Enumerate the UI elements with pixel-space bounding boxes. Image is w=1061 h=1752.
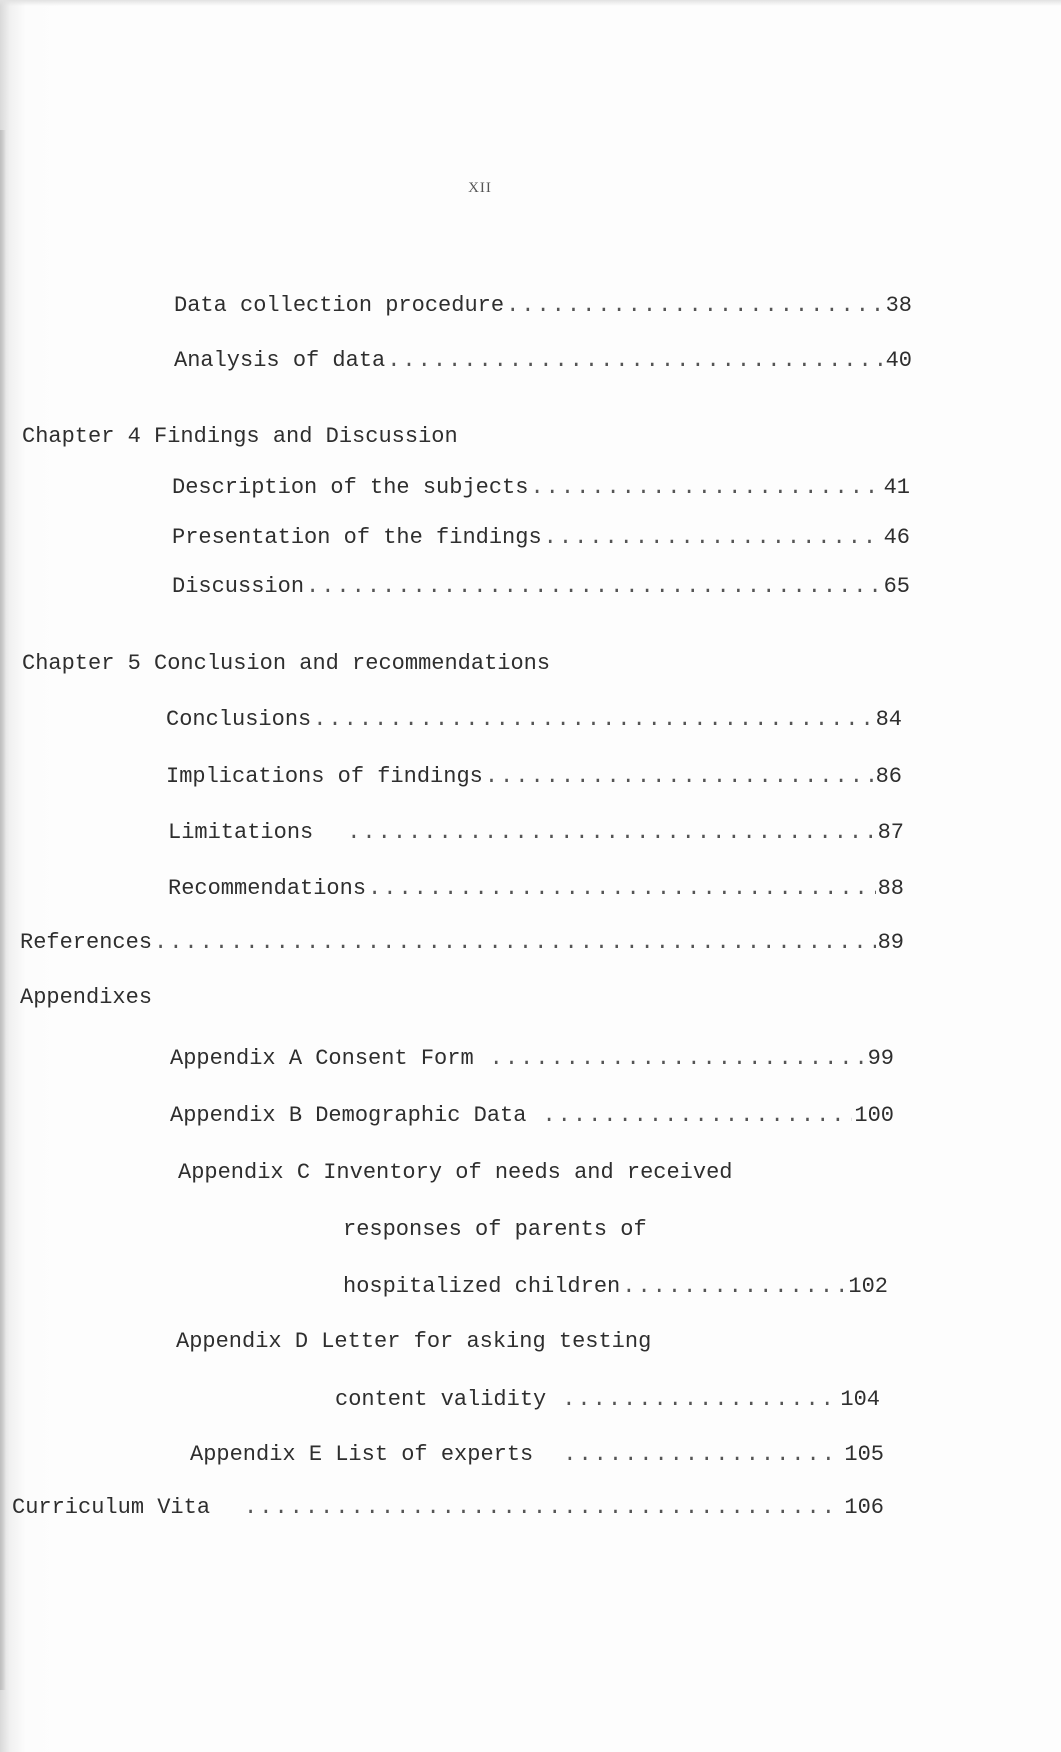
toc-entry-page: 89 (877, 930, 904, 955)
toc-entry-label: Implications of findings (166, 764, 483, 789)
toc-entry-label: Discussion (172, 574, 305, 599)
appendixes-heading: Appendixes (20, 985, 153, 1010)
toc-entry-label: content validity (335, 1387, 547, 1412)
scan-top-edge (0, 0, 1061, 6)
toc-entry-discussion (172, 573, 910, 601)
toc-entry-page: 86 (875, 764, 902, 789)
toc-entry-page: 99 (867, 1046, 894, 1071)
toc-entry-page: 88 (877, 876, 904, 901)
dot-leader (306, 573, 882, 601)
dot-leader (490, 1045, 866, 1073)
toc-entry-label: Presentation of the findings (172, 525, 542, 550)
page-number: XII (468, 180, 492, 196)
dot-leader (544, 524, 882, 552)
dot-leader (244, 1494, 842, 1522)
toc-entry-page: 46 (883, 525, 910, 550)
toc-entry-page: 106 (844, 1495, 884, 1520)
toc-entry-page: 84 (875, 707, 902, 732)
toc-entry-curriculum-vita (12, 1494, 884, 1522)
toc-entry-page: 40 (885, 348, 912, 373)
toc-entry-conclusions (166, 706, 902, 734)
dot-leader (506, 292, 884, 320)
toc-entry-recommendations (168, 875, 904, 903)
toc-entry-page: 100 (854, 1103, 894, 1128)
toc-entry-label: hospitalized children (343, 1274, 621, 1299)
dot-leader (368, 875, 876, 903)
toc-entry-label: Description of the subjects (172, 475, 529, 500)
scan-left-edge (0, 130, 6, 1690)
toc-entry-label: Data collection procedure (174, 293, 505, 318)
toc-entry-data-collection (174, 292, 912, 320)
appendix-c-line-2: responses of parents of (343, 1217, 647, 1242)
dot-leader (313, 706, 873, 734)
toc-entry-page: 38 (885, 293, 912, 318)
toc-entry-label: Recommendations (168, 876, 367, 901)
toc-entry-presentation (172, 524, 910, 552)
dot-leader (154, 929, 876, 957)
toc-entry-label: Appendix A Consent Form (170, 1046, 474, 1071)
toc-entry-page: 41 (883, 475, 910, 500)
toc-entry-label: Limitations (168, 820, 314, 845)
appendix-d-line-1: Appendix D Letter for asking testing (176, 1329, 652, 1354)
toc-entry-label: Analysis of data (174, 348, 386, 373)
toc-entry-label: References (20, 930, 153, 955)
dot-leader (562, 1386, 838, 1414)
toc-entry-label: Appendix E List of experts (190, 1442, 534, 1467)
toc-entry-appendix-c (343, 1273, 888, 1301)
toc-entry-references (20, 929, 904, 957)
toc-entry-page: 87 (877, 820, 904, 845)
dot-leader (347, 819, 875, 847)
toc-entry-page: 104 (840, 1387, 880, 1412)
toc-entry-implications (166, 763, 902, 791)
chapter-5-heading: Chapter 5 Conclusion and recommendations (22, 651, 551, 676)
toc-entry-appendix-d (335, 1386, 880, 1414)
dot-leader (542, 1102, 852, 1130)
dot-leader (387, 347, 883, 375)
dot-leader (530, 474, 881, 502)
dot-leader (622, 1273, 846, 1301)
toc-entry-appendix-b (170, 1102, 894, 1130)
toc-entry-page: 105 (844, 1442, 884, 1467)
toc-entry-page: 65 (883, 574, 910, 599)
toc-entry-label: Conclusions (166, 707, 312, 732)
dot-leader (563, 1441, 842, 1469)
toc-entry-label: Appendix B Demographic Data (170, 1103, 527, 1128)
toc-entry-limitations (168, 819, 904, 847)
toc-entry-description (172, 474, 910, 502)
dot-leader (485, 763, 874, 791)
appendix-c-line-1: Appendix C Inventory of needs and received (178, 1160, 733, 1185)
toc-entry-page: 102 (848, 1274, 888, 1299)
toc-entry-label: Curriculum Vita (12, 1495, 211, 1520)
toc-entry-appendix-e (190, 1441, 884, 1469)
toc-entry-analysis (174, 347, 912, 375)
toc-entry-appendix-a (170, 1045, 894, 1073)
chapter-4-heading: Chapter 4 Findings and Discussion (22, 424, 458, 449)
